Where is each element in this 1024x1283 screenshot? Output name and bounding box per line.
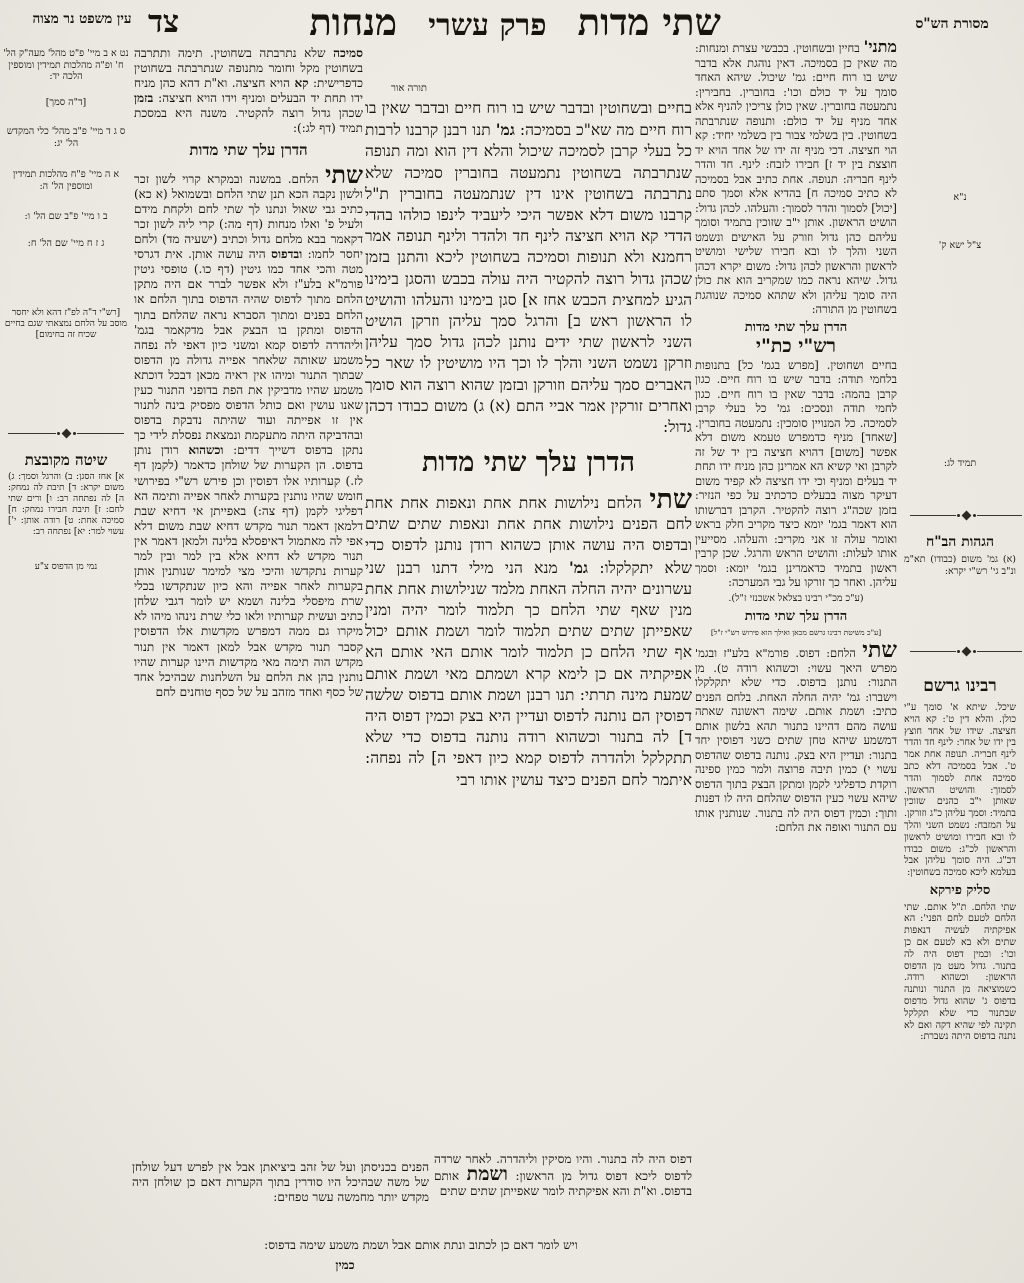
gemara-text: בחיים ובשחוטין ובדבר שיש בו רוח חיים ובדבר שאין בו רוח חיים מה שא"כ בסמיכה: <box>365 99 692 140</box>
ein-mishpat-entry: ג ז ח מיי' שם הל' ח: <box>27 238 105 250</box>
right-margin-column <box>898 0 1022 1283</box>
slik-pirka-heading: סליק פירקא <box>929 882 991 898</box>
rashi-column <box>695 40 897 1148</box>
tosafot-bottom-left: הפנים בכניסתן ועל של זהב ביציאתן אבל אין לפרש דעל שולחן של משה שבהיכל היו סודרין בתוך הקערות דאם כן שולחן היה מקדש יותר מחמשה עשר טפחים: <box>132 1160 429 1204</box>
tosafot-dibur: ובדפוס <box>271 247 303 262</box>
hadran-heading-rashi: הדרן עלך שתי מדות <box>744 319 848 335</box>
tosafot-opening-word: שתי <box>325 159 363 189</box>
shita-mekubetzet-title: שיטה מקובצת <box>24 450 108 469</box>
margin-variant-note: צ"ל ישא ק' <box>938 240 982 251</box>
ein-mishpat-column <box>2 48 130 573</box>
tosafot-column <box>134 46 363 1162</box>
tosafot-dibur: סמיכה <box>333 46 363 60</box>
margin-footnote: נמי מן הדפוס צ"ע <box>34 561 98 572</box>
tosafot-text: ליכא דפוס גדול מן הראשון: <box>515 1169 657 1183</box>
daf-number: צד <box>148 4 180 40</box>
masoret-hashas-header: מסורת הש"ס <box>915 16 989 32</box>
perek-label: פרק עשרי <box>428 8 547 43</box>
ein-mishpat-header: עין משפט נר מצוה <box>32 11 132 27</box>
rashi-text: הלחם: דפוס. פורמ"א בלע"ז ובגמ' מפרש היאך עשוי: וכשהוא רודה ט). מן התנור: נותנן בדפוס. כדי שלא יתקלקלו וישברו: גמ' יהיה החלה האחת. בלחם הפנים כתיב: ושמת אותם. שימה ראשונה שאתה עושה מהם דהיינו בתנור תהא בלשון אותם דמשמע שיהא טחן שתים כשני דפוסין יחד בתנור: ועדיין היא בצק. נותנה בדפוס שהדפוס עשוי י) כמין תיבה פרוצה ולמר כמין ספינה רוקדת כדפליגי לקמן ומתקן הבצק בתוך הדפוס שיהא עשוי כעין הדפוס שהלחם היה לו דפנות ותוך: וכמין דפוס היה לה בתנור. שנותנין אותו עם התנור ואופה את הלחם: <box>695 645 897 835</box>
tosafot-text: אותם בדפוס. וא"ת והא אפיקתיה לומר שאפייתן שתים שתים <box>434 1169 692 1198</box>
page-title <box>225 0 805 45</box>
tosafot-dibur-veshamta: ושמת <box>466 1163 508 1185</box>
mishnah-opening-word: שתי <box>649 483 692 515</box>
rashi-colophon: (ע"כ מכ"י רבינו בצלאל אשכנזי ז"ל). <box>728 592 864 604</box>
gemara-text: תנו רבנן קרבנו לרבות כל בעלי קרבן לסמיכה שיכול והלא דין הוא ומה תנופה שנתרבתה בשחוטין נתמעטה בחוברין סמיכה שלא נתרבתה בשחוטין אינו דין שנתמעטה בחוברין ת"ל קרבנו משום דלא אפשר היכי ליעביד לינפו כולהו בהדי הדדי קא הויא חציצה לינף חד ולהדר ולינף תנופה אמר רחמנא ולא תנופות וסמיכה בשחוטין ליכא והתנן בזמן שכהן גדול רוצה להקטיר היה עולה בכבש והסגן בימינו הגיע למחצית הכבש אחז א] סגן בימינו והעלהו והושיט לו הראשון ראש ב] והרגל סמך עליהן וזרקן הושיט השני לראשון שתי ידים נותנן לכהן גדול סמך עליהן וזרקן נשמט השני והלך לו וכך היו מושיטין לו שאר כל האברים סמך עליהם וזורקן ובזמן שהוא רוצה הוא סומך ואחרים זורקין אמר אביי התם (א) ג) משום כבודו דכהן גדול: <box>365 121 692 437</box>
gemara-column <box>365 84 692 1148</box>
ornament-divider <box>8 430 124 437</box>
tosafot-dibur: בזמן <box>134 91 154 106</box>
ornament-divider <box>910 648 1022 655</box>
rabbeinu-gershom-text: שתי הלחם. ת"ל אותם. שתי הלחם לטעם לחם הפני': הא אפיקתיה לעשיה דנאפות שתים ולא בא לטעם אם כן וכו': וכמין דפוס היה לה בתנור. גדול מעט מן הדפוס הראשון: וכשהוא רודה. כשמוציאה מן התנור ונותנה בדפוס ג' שהוא גדול מדפוס שבתנור כדי שלא תקלקל תקינה לפי שהיא דקה ואם לא נתנה בדפוס היתה נשברת: <box>904 901 1016 1043</box>
rashi-text: בחיין ובשחוטין. בכבשי עצרת ומנחות: מה שאין כן בסמיכה. דאין נוהגת אלא בדבר שיש בו רוח חיים: גמ' שיכול. שיהא האחד סומך על יד כולם וכו': בחוברין. בחבירין: נתמעטה בחוברין. שאין כולן צריכין להניף אלא אחד מניף על יד כולם: ותנופה שנתרבתה בשחוטין. בין בשלמי צבור בין בשלמי יחיד: קא הוי חציצה. דכי מניף זה ידו של אחד הויא יד חוצצת בין יד ז] חבירו לזבח: לינף. חד והדר לינף חבריה: תנופה. אחת כתיב אבל בסמיכה לא כתיב סמיכה ח] בהדיא אלא וסמך סתם [יכול] לסמוך והדר לסמוך: והעלהו. לכהן גדול: הושיט הראשון. אותן י"ב שזוכין בתמיד וסומך עליהם כהן גדול וזורק על האישים ונשמט השני והלך לו ובא חבירו שלישי ומושיט לראשון והראשון לכהן גדול: משום יקרא דכהן גדול. שיהא נראה כמו שמקריב הוא את כולן היה סומך עליהן ולא שתהא סמיכה שנוהגת בשחוטין מן התורה: <box>695 41 897 316</box>
margin-variant-note: נ"א <box>953 192 967 203</box>
hadran-heading-rashi: הדרן עלך שתי מדות <box>744 609 848 624</box>
rashi-ktav-yad-title: רש"י כת"י <box>755 335 837 357</box>
ein-mishpat-entry: [ד"ה סמך] <box>45 96 87 108</box>
ornament-divider <box>910 512 1022 519</box>
gemara-label: גמ' <box>495 120 515 140</box>
masechet-name: מנחות <box>309 0 398 44</box>
rashi-opening-word: שתי <box>862 636 897 663</box>
tosafot-text: שכהן גדול רוצה להקטיר. משנה היא במסכת תמיד (דף לג:): <box>134 106 363 136</box>
torah-or-caption: תורה אור <box>391 84 427 94</box>
ein-mishpat-entry: ס ג ד מיי' פ"ב מהל' כלי המקדש הל' יג: <box>6 126 126 149</box>
ein-mishpat-entry: ב ו מיי' פ"ב שם הל' ו: <box>24 210 108 222</box>
tosafot-dibur: וכשהוא <box>188 443 224 458</box>
gemara-label: גמ' <box>569 557 589 577</box>
hagahot-bach-title: הגהות הב"ח <box>925 534 995 550</box>
hadran-heading: הדרן עלך שתי מדות <box>421 447 636 479</box>
tosafot-text: הלחם. במשנה ובמקרא קרוי לשון זכר ולשון נקבה הכא תנן שתי הלחם ובשמואל (א כא) כתיב גבי שאול ונתנו לך שתי לחם ולקחת מידם ולעיל פ' ואלו מנחות (דף מה:) קרי ליה לשון זכר דקאמר בבא מלחם גדול וכתיב (ישעיה מד) ולחם יחסר לחמו: <box>134 171 363 262</box>
tosafot-text: רודן נותן בדפוס. הן הקערות של שולחן כדאמר (לקמן דף לז.) קערותיו אלו דפוסין וכן פירש רש"י בפירושי חומש שהיו נותנין בקערות לאחר אפייה ותימה הא דפליגי לקמן (דף צה:) באפייתן אי דחיא שבת דלמאן דאמר תנור מקדש דחיא שבת משום דלא אפי לה מאתמול דאיפסלא בלינה ולמאן דאמר אין תנור מקדש לא דחיא אלא בין למר ובין למר קערות נתקדשו והיכי מצי למימר שנותנין אותן בקערות לאחר אפייה והא כיון שנתקדשו בכלי שרת מיפסלי בלינה ושמא יש לומר דגבי שלחן כתיב ועשית קערותיו ולאו כלי שרת נינהו מיהו לא מיקרו גם ממה דמפרש מקדשות אלו הדפוסין קסבר תנור מקדש אבל למאן דאמר אין תנור מקדש הוה תימה מאי מקדשות היינו קערות שהיו נותנין בהן את הלחם על השלחנות שבהיכל אחד של כסף ואחד מזהב על של כסף טוחנים לחם <box>134 443 363 699</box>
rashi-editor-note: [ע"כ משיטת רבינו גרשם מכאן ואילך הוא פירוש רש"י ז"ל] <box>710 627 882 637</box>
masoret-reference: תמיד לג: <box>943 458 977 469</box>
tosafot-bottom-lastline: ויש לומר דאם כן לכתוב ונתת אותם אבל ושמת משמע שימה בדפוס: <box>264 1238 578 1252</box>
tosafot-text: וליהדרה. לאחר שרדה לדפוס <box>434 1152 692 1183</box>
ein-mishpat-entry: א ה מיי' פ"ח מהלכות תמידין ומוספין הל' ה: <box>12 169 120 193</box>
margin-gloss-note: [רש"י ד"ה לפ"ז דהא ולא יחסר מוסב על הלחם נמצאתי שגם בחיים שכיח זה בחימום] <box>4 307 128 341</box>
chapter-name: שתי מדות <box>577 0 721 44</box>
rabbeinu-gershom-title: רבינו גרשם <box>923 676 997 696</box>
hadran-heading-tosafot: הדרן עלך שתי מדות <box>189 140 308 159</box>
mishnah-text: הלחם נילושות אחת אחת ונאפות אחת אחת לחם הפנים נילושות אחת אחת ונאפות שתים שתים ובדפוס היה עושה אותן כשהוא רודן נותנן לדפוס כדי שלא יתקלקלו: <box>365 493 692 577</box>
tosafot-text: דפוס היה לה בתנור. והיו מסיקין <box>541 1152 692 1166</box>
tosafot-text: שלא נתרבתה בשחוטין. תימה ותתרבה בשחוטין מקל וחומר מתנופה שנתרבתה בשחוטין כדפרישית: <box>134 46 363 91</box>
tosafot-dibur: קא <box>294 76 309 91</box>
rabbeinu-gershom-block <box>904 702 1016 1230</box>
catchword: כמין <box>335 1258 355 1272</box>
rashi-ktav-yad-text: בחיים ושחוטין. [מפרש בגמ' כל] בתנופות בלחמי תודה: בדבר שיש בו רוח חיים. כגון קרבן בהמה: בדבר שאין בו רוח חיים. כגון לחמי תודה ונסכים: גמ' כל בעלי קרבן לסמיכה. כל המנויין סומכין: נתמעטה בחוברין. [שאחד] מניף כדמפרש טעמא משום דלא אפשר [משום] דהויא חציצה בין יד של זה לקרבן ואי קשיא הא אמרינן כהן מניח ידו תחת יד בעלים ומניף וכי ידו חציצה לא קפיד משום דעיקר מצוה בבעלים כדכתיב על כפי הנזיר: בזמן שכה"ג רוצה להקטיר. הקרבן דברשותו הוא דאמר בגמ' יומא כיצד מקריב חלק בראש ואומר עולה זו אני מקריב: והעלהו. מסייעין אותו לעלות: והושיט הראש והרגל. שכן קרבין ראשון בתמיד כדאמרינן בגמ' יומא: וסמך עליהן. ואחר כך זורקו על גבי המערכה: <box>695 357 897 589</box>
rabbeinu-gershom-text: שיכל. שיתא א' סומך ע"י כולן. והלא דין ט': קא הויא חציצה. שידו של אחד חוצץ בין ידו של אחר: לינף חד והדר לינף חבריה. תנופה אחת אמר ט'. אבל בסמיכה דלא כתב סמיכה אחת לסמוך והדר לסמוך: והושיט הראשון. שאותן י"ב כהנים שזוכין בתמיד: וסמך עליהן כ"ג וזורקן. על המזבח: נשמט השני והלך לו ובא חבירו ומושיט לראשון והראשון לכ"ג: משום כבודו דכ"ג. היה סומך עליהן אבל בעלמא ליכא סמיכה בשחוטין: <box>904 702 1016 879</box>
tosafot-text: היה עושה אותן. אית דגרסי מטה והכי אחד כמו גיטין (דף כו.) טופסי גיטין פורמ"א בלע"ז ולא אפשר לברר אם היה מתקן הלחם מתוך לדפוס שהיה הדפוס בתוך הלחם או הלחם בפנים ומתוך הסברא נראה שהלחם בתוך הדפוס ומתקן בו הבצק אבל מדקאמר בגמ' וליהדרה לדפוס קמא ומשני כיון דאפי לה נפחה משמע שאותה שלאחר אפייה גדולה מן הדפוס שבתוך התנור ומיהו אין ראיה מכאן דבכל דוכתא משמע שהיו מדביקין את הפת בדופני התנור כעין שאנו עושין ואם כותל הדפוס מפסיק בינה לתנור אין זו אפייתה ועוד שהיתה נדבקת בדפוס ובהדביקה היתה מתעקמת ונמצאת נפסלת לידי כך נתקן בדפוס דשייך דדים: <box>134 247 363 458</box>
hagahot-bach-text: (א) גמ' משום (כבודו) תא"מ ונ"ב גי' רש"י יקרא: <box>904 554 1016 577</box>
ein-mishpat-entry: נט א ב מיי' פ"ט מהל' מעה"ק הל' ח' ופ"ה מהלכות תמידין ומוספין הלכה יד: <box>3 48 129 83</box>
shita-mekubetzet-text: א] אחז הסגן: ב) והרגל וסמך: ג) משום יקרא: ד] תיבת לה נמחק: ה] לה נפתחה רב: ו] ורים שתי לחם: ז] תיבת חבירו נמחק: ח] סמיכה אחת: ט] רודה אותן: י'] עשוי למר: יא] נפתחה רב: <box>8 471 124 537</box>
gemara-text: מנא הני מילי דתנו רבנן שני עשרונים יהיה החלה האחת מלמד שנילושות אחת אחת מנין שאף שתי הלחם כך תלמוד לומר יהיה ומנין שאפייתן שתים שתים תלמוד לומר ושמת אותם יכול אף שתי הלחם כן תלמוד לומר אותם האי אותם הא אפיקתיה אם כן לימא קרא ושמתם מאי ושמת אותם שמעת מינה תרתי: תנו רבנן ושמת אותם בדפוס שלשה דפוסין הם נותנה לדפוס ועדיין היא בצק וכמין דפוס היה ד] לה בתנור וכשהוא רודה נותנה בדפוס כדי שלא תתקלקל ולהדרה לדפוס קמא כיון דאפי ה] לה נפחה: איתמר לחם הפנים כיצד עושין אותו רבי <box>365 558 692 789</box>
rashi-matni-label: מתני' <box>863 40 897 56</box>
tosafot-text: הויא חציצה. וא"ת דהא כהן מניח ידו תחת יד הבעלים ומניף וידו הויא חציצה: <box>134 76 363 106</box>
tosafot-bottom-right <box>434 1152 692 1230</box>
